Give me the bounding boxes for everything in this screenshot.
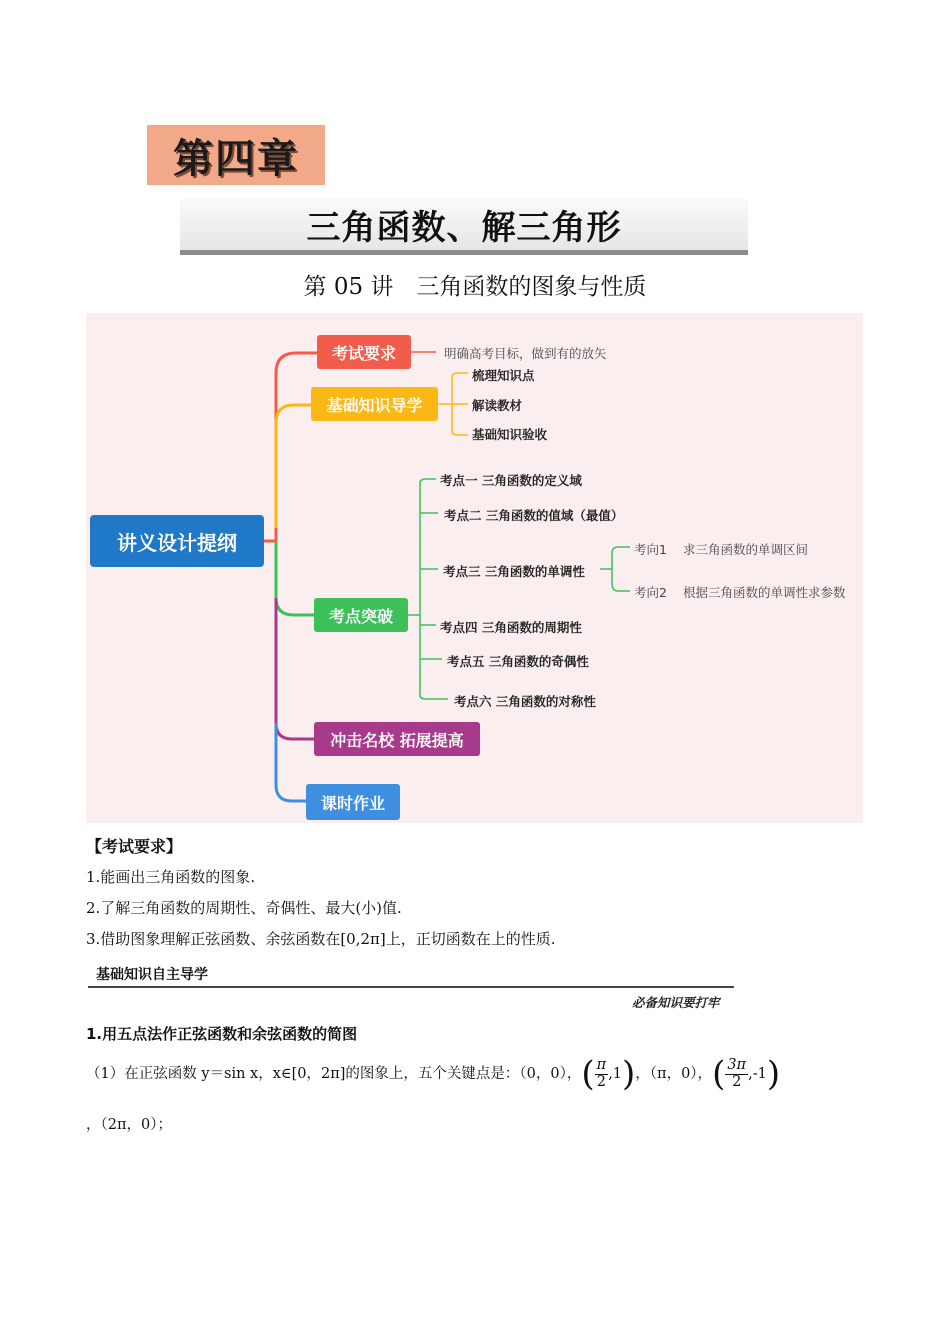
kaodian-item: 考点一 三角函数的定义域	[440, 473, 582, 488]
banner-subtitle: 必备知识要打牢	[632, 995, 720, 1010]
unit-title-bar	[180, 198, 748, 255]
node-basics	[311, 387, 438, 421]
fraction-3pi-over-2	[725, 1058, 748, 1091]
node-homework	[306, 784, 400, 820]
mindmap	[86, 313, 863, 823]
kaoxiang-text: 根据三角函数的单调性求参数	[683, 585, 846, 600]
chapter-badge	[147, 125, 325, 185]
fraction-denominator: 2	[596, 1073, 607, 1090]
basics-item: 基础知识验收	[472, 427, 548, 442]
kaodian-item: 考点三 三角函数的单调性	[443, 564, 585, 579]
kaodian-item: 考点六 三角函数的对称性	[454, 694, 596, 709]
lecture-title: 第 05 讲 三角函数的图象与性质	[303, 274, 647, 300]
section1-line2: ，（2π，0）；	[86, 1117, 172, 1133]
unit-title: 三角函数、解三角形	[306, 207, 622, 248]
fraction-denominator: 2	[732, 1073, 742, 1090]
mindmap-root	[90, 515, 264, 567]
chapter-label: 第四章	[173, 135, 299, 182]
exam-heading: 【考试要求】	[86, 837, 183, 856]
point-tail: ,-1	[748, 1066, 767, 1082]
fraction-pi-over-2	[595, 1058, 609, 1091]
node-exam-requirement	[317, 335, 411, 369]
node-kaodian	[314, 598, 408, 632]
fraction-numerator: π	[596, 1056, 607, 1073]
line1-mid: ，（π，0），	[635, 1066, 713, 1082]
mindmap-root-label: 讲义设计提纲	[117, 530, 237, 555]
banner-title: 基础知识自主导学	[96, 967, 208, 983]
kaodian-item: 考点五 三角函数的奇偶性	[447, 654, 589, 669]
basics-item: 梳理知识点	[472, 368, 535, 383]
section1-line1: （1）在正弦函数 y＝sin x，x∈[0，2π]的图象上，五个关键点是：（0，0），( $\frac{\pi}{2}$ ,1)，（π，0），( $\frac{3\pi}{2}$ ,-1)	[86, 1054, 781, 1094]
fraction-numerator: 3π	[727, 1056, 747, 1073]
section-banner	[88, 962, 734, 988]
section1-heading: 1.用五点法作正弦函数和余弦函数的简图	[86, 1025, 358, 1043]
kaodian-item: 考点二 三角函数的值域（最值）	[444, 508, 624, 523]
kaodian-item: 考点四 三角函数的周期性	[440, 620, 582, 635]
node-advanced	[314, 722, 480, 756]
node-exam-requirement-label: 考试要求	[331, 343, 396, 363]
basics-item: 解读教材	[472, 398, 523, 413]
kaoxiang-tag: 考向2	[634, 585, 667, 600]
line1-prefix: （1）在正弦函数 y＝sin x，x∈[0，2π]的图象上，五个关键点是：（0，0），	[86, 1066, 582, 1082]
kaoxiang-tag: 考向1	[634, 542, 667, 557]
node-homework-label: 课时作业	[320, 793, 385, 813]
node-basics-label: 基础知识导学	[326, 395, 423, 415]
node-exam-note: 明确高考目标，做到有的放矢	[444, 346, 607, 361]
exam-item: 1.能画出三角函数的图象.	[86, 868, 256, 886]
kaoxiang-text: 求三角函数的单调区间	[683, 542, 809, 557]
node-kaodian-label: 考点突破	[328, 606, 393, 626]
exam-item: 3.借助图象理解正弦函数、余弦函数在[0,2π]上，正切函数在上的性质.	[86, 930, 556, 948]
point-tail: ,1	[608, 1066, 623, 1082]
node-advanced-label: 冲击名校 拓展提高	[330, 730, 464, 750]
exam-item: 2.了解三角函数的周期性、奇偶性、最大(小)值.	[86, 899, 402, 917]
